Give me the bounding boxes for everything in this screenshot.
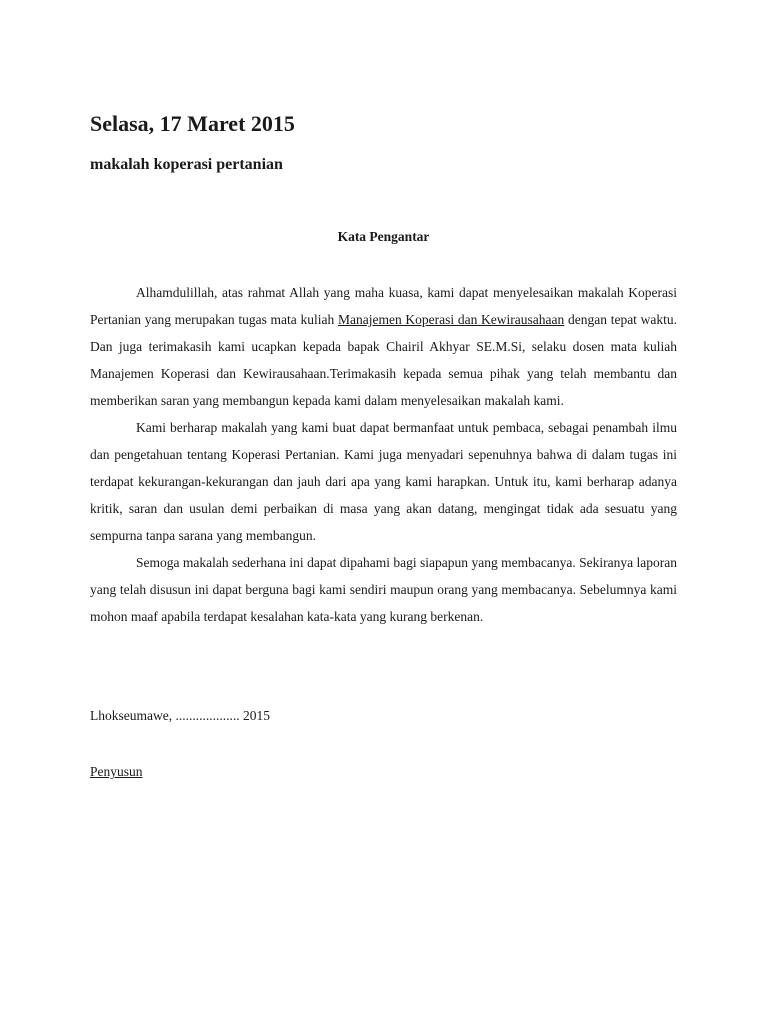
paragraph-2: Kami berharap makalah yang kami buat dapat bermanfaat untuk pembaca, sebagai penambah ilmu dan pengetahuan tentang Koperasi Pertanian. Kami juga menyadari sepenuhnya bahwa di dalam tugas ini terdapat kekurangan-kekurangan dan jauh dari apa yang kami harapkan. Untuk itu, kami berharap adanya kritik, saran dan usulan demi perbaikan di masa yang akan datang, mengingat tidak ada sesuatu yang sempurna tanpa sarana yang membangun.	[90, 420, 677, 543]
section-heading: Kata Pengantar	[337, 229, 430, 244]
post-date: Selasa, 17 Maret 2015	[90, 111, 295, 136]
course-link[interactable]: Manajemen Koperasi dan Kewirausahaan	[337, 312, 565, 327]
place-date: Lhokseumawe, ................... 2015	[90, 708, 270, 723]
author-label: Penyusun	[90, 764, 143, 779]
paragraph-1-text-after-link: dengan tepat waktu. Dan juga terimakasih kami ucapkan kepada bapak Chairil Akhyar SE.M.Si, selaku dosen mata kuliah Manajemen Koperasi dan Kewirausahaan.Terimakasih kepada semua pihak yang telah membantu dan memberikan saran yang membangun kepada kami dalam menyelesaikan makalah kami.	[90, 312, 678, 408]
post-title: makalah koperasi pertanian	[90, 156, 283, 173]
paragraph-1	[90, 279, 677, 414]
document-body	[90, 279, 677, 630]
paragraph-1-text-before-link: Alhamdulillah, atas rahmat Allah yang maha kuasa, kami dapat menyelesaikan makalah Koperasi Pertanian yang merupakan tugas mata kuliah	[90, 285, 677, 327]
paragraph-3: Semoga makalah sederhana ini dapat dipahami bagi siapapun yang membacanya. Sekiranya laporan yang telah disusun ini dapat berguna bagi kami sendiri maupun orang yang membacanya. Sebelumnya kami mohon maaf apabila terdapat kesalahan kata-kata yang kurang berkenan.	[90, 555, 677, 624]
